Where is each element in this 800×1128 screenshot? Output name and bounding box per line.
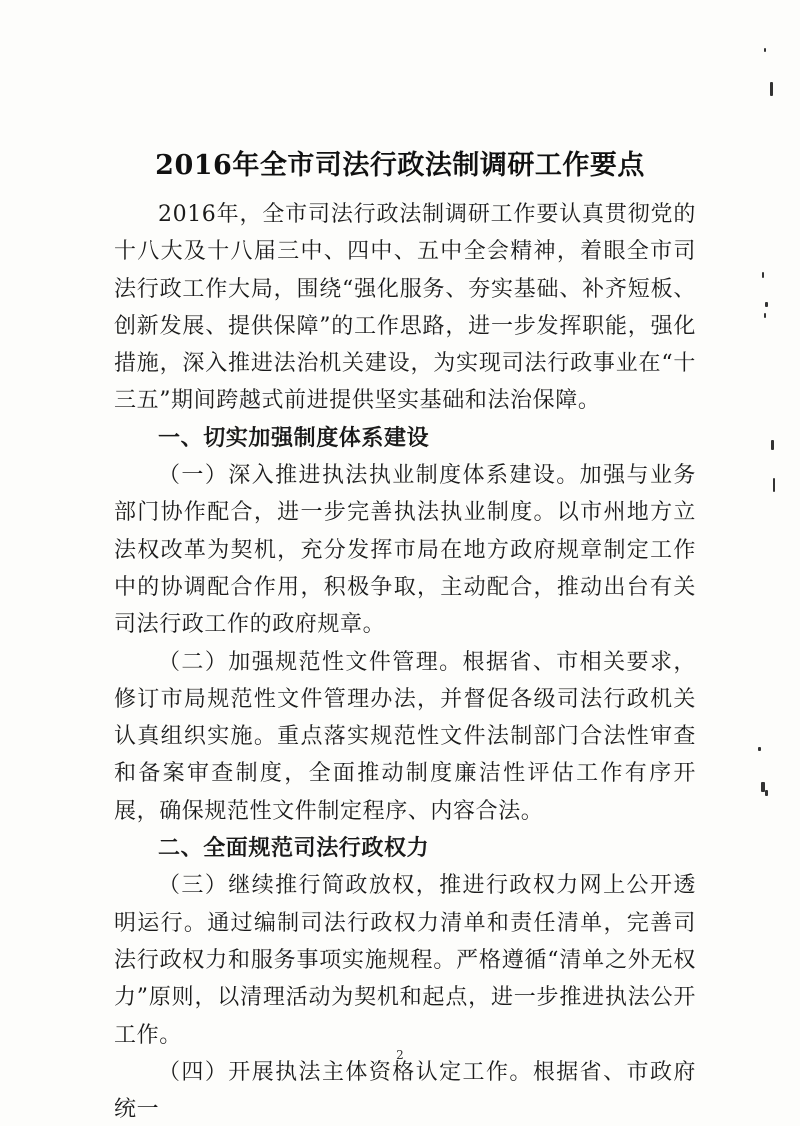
scan-mark <box>764 313 766 318</box>
scan-mark <box>773 478 775 492</box>
paragraph-item-2: （二）加强规范性文件管理。根据省、市相关要求，修订市局规范性文件管理办法，并督促各级司法行政机关认真组织实施。重点落实规范性文件法制部门合法性审查和备案审查制度，全面推动制度廉洁性评估工作有序开展，确保规范性文件制定程序、内容合法。 <box>114 649 696 824</box>
scan-mark <box>765 302 768 307</box>
paragraph-item-3: （三）继续推行简政放权，推进行政权力网上公开透明运行。通过编制司法行政权力清单和责任清单，完善司法行政权力和服务事项实施规程。严格遵循“清单之外无权力”原则，以清理活动为契机和起点，进一步推进执法公开工作。 <box>114 873 696 1048</box>
page-number: 2 <box>396 1048 404 1062</box>
scan-mark <box>758 747 761 751</box>
paragraph-item-1: （一）深入推进执法执业制度体系建设。加强与业务部门协作配合，进一步完善执法执业制度。以市州地方立法权改革为契机，充分发挥市局在地方政府规章制定工作中的协调配合作用，积极争取，主动配合，推动出台有关司法行政工作的政府规章。 <box>114 463 696 638</box>
paragraph-item-4: （四）开展执法主体资格认定工作。根据省、市政府统一 <box>114 1059 696 1123</box>
document-body <box>114 196 696 1128</box>
scan-mark <box>764 48 766 52</box>
paragraph-intro: 2016年，全市司法行政法制调研工作要认真贯彻党的十八大及十八届三中、四中、五中全会精神，着眼全市司法行政工作大局，围绕“强化服务、夯实基础、补齐短板、创新发展、提供保障”的工作思路，进一步发挥职能，强化措施，深入推进法治机关建设，为实现司法行政事业在“十三五”期间跨越式前进提供坚实基础和法治保障。 <box>114 202 696 414</box>
scan-mark <box>762 272 764 278</box>
scan-mark <box>770 82 773 96</box>
section-heading-2: 二、全面规范司法行政权力 <box>158 835 430 862</box>
scan-mark <box>765 790 768 796</box>
scan-mark <box>771 440 774 450</box>
section-heading-1: 一、切实加强制度体系建设 <box>158 424 430 451</box>
document-title: 2016年全市司法行政法制调研工作要点 <box>155 150 645 181</box>
